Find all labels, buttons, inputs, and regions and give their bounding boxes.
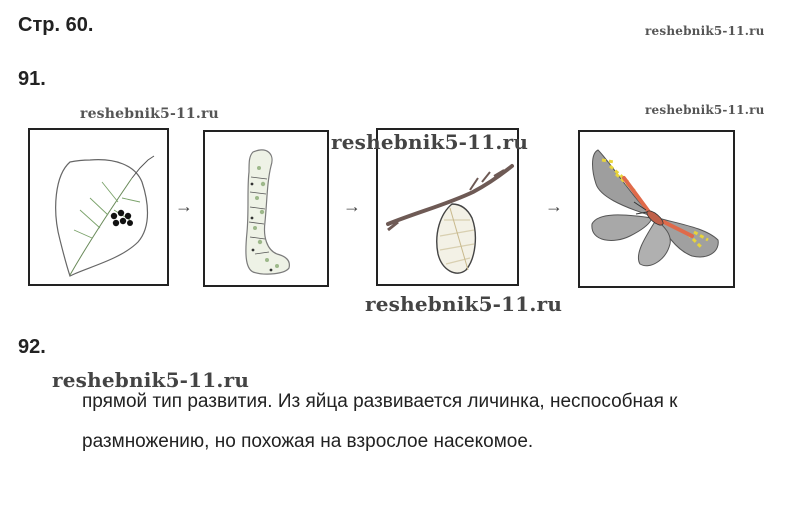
arrow-1: → xyxy=(175,196,193,216)
stage-butterfly xyxy=(578,130,735,288)
caterpillar-illustration xyxy=(205,132,327,285)
stage-eggs-on-leaf xyxy=(28,128,169,286)
answer-line-1: прямой тип развития. Из яйца развивается личинка, неспособная к xyxy=(82,391,678,412)
watermark-top-right: reshebnik5-11.ru xyxy=(645,24,765,38)
watermark-above-box1: reshebnik5-11.ru xyxy=(80,106,219,122)
stage-caterpillar xyxy=(203,130,329,287)
arrow-2: → xyxy=(343,196,361,216)
answer-line-2: размножению, но похожая на взрослое насекомое. xyxy=(82,431,534,452)
task-91-number: 91. xyxy=(18,68,46,90)
watermark-center-over-boxes: reshebnik5-11.ru xyxy=(331,130,529,154)
butterfly-illustration xyxy=(580,132,733,286)
watermark-above-box4: reshebnik5-11.ru xyxy=(645,103,765,117)
arrow-3: → xyxy=(545,196,563,216)
task-92-number: 92. xyxy=(18,336,46,358)
task-92-answer xyxy=(82,382,782,462)
watermark-before-answer: reshebnik5-11.ru xyxy=(52,368,250,392)
watermark-below-boxes: reshebnik5-11.ru xyxy=(365,292,563,316)
leaf-with-eggs-illustration xyxy=(30,130,167,284)
page-label: Стр. 60. xyxy=(18,14,94,36)
